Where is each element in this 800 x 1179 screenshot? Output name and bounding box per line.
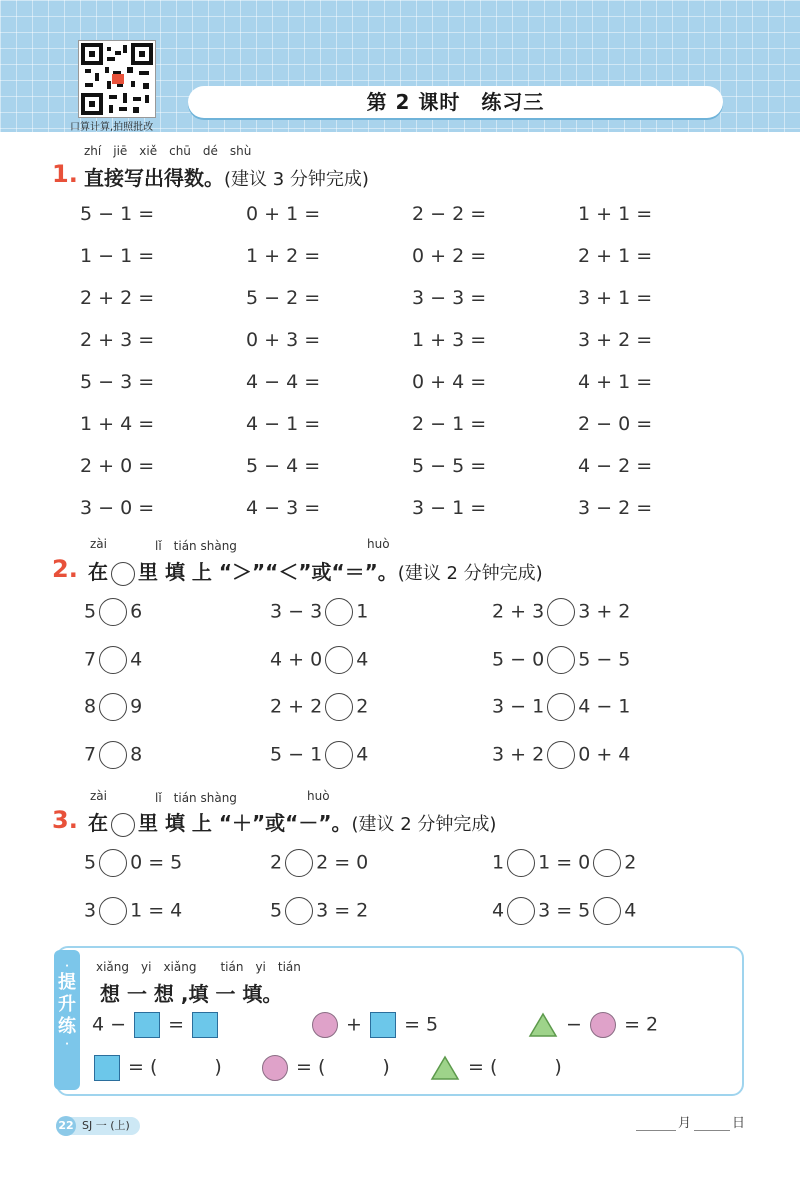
compare-left: 4 + 0	[270, 648, 323, 671]
q3-operator-item	[492, 897, 636, 925]
answer-circle[interactable]	[260, 1052, 390, 1081]
answer-circle-icon[interactable]	[325, 598, 353, 626]
q1-item[interactable]: 2 + 0 =	[80, 455, 155, 477]
eq1-text-b: =	[168, 1013, 185, 1036]
answer-circle-icon[interactable]	[507, 849, 535, 877]
compare-left: 5 − 1	[270, 743, 323, 766]
compare-right: 4 − 1	[578, 695, 631, 718]
q3-pinyin-zai: zài	[90, 789, 107, 803]
q3-hint: (建议 2 分钟完成)	[351, 814, 497, 835]
compare-left: 2 + 3	[492, 600, 545, 623]
operand-text: 1 = 4	[130, 899, 183, 922]
q3-title-a: 在	[88, 811, 108, 835]
operand-text: 5	[270, 899, 283, 922]
answer-circle-icon[interactable]	[325, 693, 353, 721]
compare-left: 3 + 2	[492, 743, 545, 766]
q3-title	[88, 807, 496, 837]
q1-item[interactable]: 4 − 4 =	[246, 371, 321, 393]
q1-item[interactable]: 4 − 3 =	[246, 497, 321, 519]
tisheng-pinyin: xiǎng yi xiǎng tián yi tián	[96, 960, 301, 974]
operand-text: 2	[624, 851, 637, 874]
answer-circle-icon[interactable]	[99, 897, 127, 925]
compare-left: 5 − 0	[492, 648, 545, 671]
q1-hint: (建议 3 分钟完成)	[224, 169, 369, 190]
q1-pinyin: zhí jiē xiě chū dé shù	[84, 144, 252, 158]
pink-circle-icon	[590, 1012, 616, 1038]
footer-code: SJ 一 (上)	[82, 1119, 130, 1132]
answer-circle-icon[interactable]	[507, 897, 535, 925]
q1-item[interactable]: 1 + 2 =	[246, 245, 321, 267]
q1-item[interactable]: 1 + 4 =	[80, 413, 155, 435]
q2-compare-item	[492, 646, 630, 674]
tisheng-tab-label: 提升练	[58, 972, 76, 1037]
answer-circle-icon[interactable]	[99, 646, 127, 674]
q2-pinyin-zai: zài	[90, 537, 107, 551]
q2-compare-item	[492, 598, 630, 626]
q2-compare-item	[270, 741, 368, 769]
qr-code[interactable]	[78, 40, 156, 118]
q3-title-b: 里 填 上 “＋”或“－”。	[138, 811, 352, 835]
q2-compare-item	[84, 693, 142, 721]
green-triangle-icon	[430, 1055, 460, 1081]
answer-square[interactable]	[92, 1052, 222, 1081]
tisheng-eq1	[92, 1012, 220, 1038]
operand-text: 3 = 5	[538, 899, 591, 922]
q1-item[interactable]: 5 − 1 =	[80, 203, 155, 225]
compare-right: 4	[130, 648, 143, 671]
answer-circle-icon[interactable]	[99, 741, 127, 769]
q1-item[interactable]: 0 + 1 =	[246, 203, 321, 225]
compare-left: 2 + 2	[270, 695, 323, 718]
q1-item[interactable]: 2 + 3 =	[80, 329, 155, 351]
compare-left: 3 − 3	[270, 600, 323, 623]
operand-text: 4	[492, 899, 505, 922]
answer-circle-icon[interactable]	[547, 598, 575, 626]
answer-circle-icon[interactable]	[593, 897, 621, 925]
answer-circle-blank: = ( )	[296, 1056, 390, 1078]
q1-item[interactable]: 3 − 1 =	[412, 497, 487, 519]
q1-item[interactable]: 1 − 1 =	[80, 245, 155, 267]
q1-item[interactable]: 0 + 4 =	[412, 371, 487, 393]
q3-operator-item	[270, 897, 368, 925]
q2-compare-item	[492, 693, 630, 721]
tisheng-tab	[54, 950, 80, 1090]
operand-text: 2 = 0	[316, 851, 369, 874]
q2-title-circle-icon	[111, 562, 135, 586]
pink-circle-icon	[262, 1055, 288, 1081]
q2-hint: (建议 2 分钟完成)	[397, 563, 543, 584]
q1-item[interactable]: 3 + 2 =	[578, 329, 653, 351]
answer-circle-icon[interactable]	[325, 646, 353, 674]
q2-compare-item	[270, 693, 368, 721]
q3-operator-item	[84, 897, 182, 925]
eq2-text-b: +	[346, 1013, 362, 1036]
q3-operator-item	[84, 849, 182, 877]
q2-compare-item	[270, 646, 368, 674]
q2-compare-item	[492, 741, 630, 769]
answer-circle-icon[interactable]	[99, 693, 127, 721]
answer-triangle[interactable]	[428, 1052, 562, 1081]
month-line[interactable]	[636, 1130, 676, 1131]
compare-right: 8	[130, 743, 143, 766]
operand-text: 3	[84, 899, 97, 922]
q1-item[interactable]: 3 + 1 =	[578, 287, 653, 309]
compare-right: 0 + 4	[578, 743, 631, 766]
answer-circle-icon[interactable]	[547, 646, 575, 674]
day-line[interactable]	[694, 1130, 730, 1131]
pink-circle-icon	[312, 1012, 338, 1038]
compare-right: 6	[130, 600, 143, 623]
q1-item[interactable]: 2 − 1 =	[412, 413, 487, 435]
eq3-text-c: = 2	[624, 1013, 659, 1036]
q3-pinyin-huo: huò	[307, 789, 330, 803]
q1-item[interactable]: 2 + 1 =	[578, 245, 653, 267]
blue-square-icon	[94, 1055, 120, 1081]
q1-number: 1.	[52, 160, 78, 188]
eq1-text-a: 4 −	[92, 1013, 127, 1036]
q2-number: 2.	[52, 555, 78, 583]
answer-circle-icon[interactable]	[99, 598, 127, 626]
q1-title-text: 直接写出得数。	[84, 166, 224, 190]
compare-left: 7	[84, 648, 97, 671]
tab-dot-top: ·	[65, 961, 69, 972]
answer-triangle-blank: = ( )	[468, 1056, 562, 1078]
blue-square-icon	[192, 1012, 218, 1038]
compare-right: 5 − 5	[578, 648, 631, 671]
q2-compare-item	[84, 741, 142, 769]
operand-text: 2	[270, 851, 283, 874]
q1-item[interactable]: 2 + 2 =	[80, 287, 155, 309]
q1-item[interactable]: 4 − 2 =	[578, 455, 653, 477]
q2-compare-item	[84, 598, 142, 626]
compare-right: 1	[356, 600, 369, 623]
operand-text: 0 = 5	[130, 851, 183, 874]
answer-circle-icon[interactable]	[285, 897, 313, 925]
answer-circle-icon[interactable]	[593, 849, 621, 877]
q2-compare-item	[270, 598, 368, 626]
blue-square-icon	[370, 1012, 396, 1038]
q1-item[interactable]: 0 + 2 =	[412, 245, 487, 267]
eq3-text-b: −	[566, 1013, 582, 1036]
q1-item[interactable]: 4 + 1 =	[578, 371, 653, 393]
q1-item[interactable]: 5 − 2 =	[246, 287, 321, 309]
tab-dot-bottom: ·	[65, 1039, 69, 1050]
q2-compare-item	[84, 646, 142, 674]
qr-caption: 口算计算,拍照批改	[70, 122, 154, 133]
q1-item[interactable]: 1 + 3 =	[412, 329, 487, 351]
q3-pinyin-li: lǐ tián shàng	[155, 791, 237, 805]
answer-circle-icon[interactable]	[325, 741, 353, 769]
q1-item[interactable]: 5 − 3 =	[80, 371, 155, 393]
operand-text: 5	[84, 851, 97, 874]
q1-item[interactable]: 0 + 3 =	[246, 329, 321, 351]
compare-right: 3 + 2	[578, 600, 631, 623]
footer-month: 月	[678, 1116, 692, 1131]
q1-item[interactable]: 3 − 0 =	[80, 497, 155, 519]
compare-right: 4	[356, 648, 369, 671]
eq2-text-c: = 5	[404, 1013, 439, 1036]
q1-item[interactable]: 3 − 2 =	[578, 497, 653, 519]
q2-title-b: 里 填 上 “＞”“＜”或“＝”。	[138, 560, 398, 584]
footer-badge	[56, 1117, 140, 1135]
q2-pinyin-huo: huò	[367, 537, 390, 551]
q1-item[interactable]: 3 − 3 =	[412, 287, 487, 309]
answer-square-blank: = ( )	[128, 1056, 222, 1078]
compare-right: 4	[356, 743, 369, 766]
qr-code-icon	[79, 41, 155, 117]
answer-circle-icon[interactable]	[547, 741, 575, 769]
operand-text: 1 = 0	[538, 851, 591, 874]
compare-left: 7	[84, 743, 97, 766]
tisheng-title: 想 一 想 ,填 一 填。	[100, 982, 283, 1006]
compare-left: 3 − 1	[492, 695, 545, 718]
operand-text: 3 = 2	[316, 899, 369, 922]
answer-circle-icon[interactable]	[99, 849, 127, 877]
answer-circle-icon[interactable]	[547, 693, 575, 721]
q3-title-circle-icon	[111, 813, 135, 837]
page-title: 第 2 课时 练习三	[188, 86, 723, 118]
tisheng-eq2	[310, 1012, 438, 1038]
answer-circle-icon[interactable]	[285, 849, 313, 877]
q2-title	[88, 556, 543, 586]
tisheng-eq3	[526, 1012, 658, 1038]
compare-right: 2	[356, 695, 369, 718]
page-number: 22	[56, 1116, 76, 1136]
q2-pinyin-li: lǐ tián shàng	[155, 539, 237, 553]
q1-item[interactable]: 5 − 5 =	[412, 455, 487, 477]
blue-square-icon	[134, 1012, 160, 1038]
compare-left: 5	[84, 600, 97, 623]
q1-item[interactable]: 5 − 4 =	[246, 455, 321, 477]
operand-text: 1	[492, 851, 505, 874]
compare-right: 9	[130, 695, 143, 718]
q1-item[interactable]: 4 − 1 =	[246, 413, 321, 435]
compare-left: 8	[84, 695, 97, 718]
q1-item[interactable]: 2 − 2 =	[412, 203, 487, 225]
q3-operator-item	[270, 849, 368, 877]
q1-item[interactable]: 1 + 1 =	[578, 203, 653, 225]
q3-operator-item	[492, 849, 636, 877]
q2-title-a: 在	[88, 560, 108, 584]
footer-day: 日	[732, 1116, 746, 1131]
q1-item[interactable]: 2 − 0 =	[578, 413, 653, 435]
q3-number: 3.	[52, 806, 78, 834]
green-triangle-icon	[528, 1012, 558, 1038]
q1-title	[84, 162, 369, 191]
operand-text: 4	[624, 899, 637, 922]
